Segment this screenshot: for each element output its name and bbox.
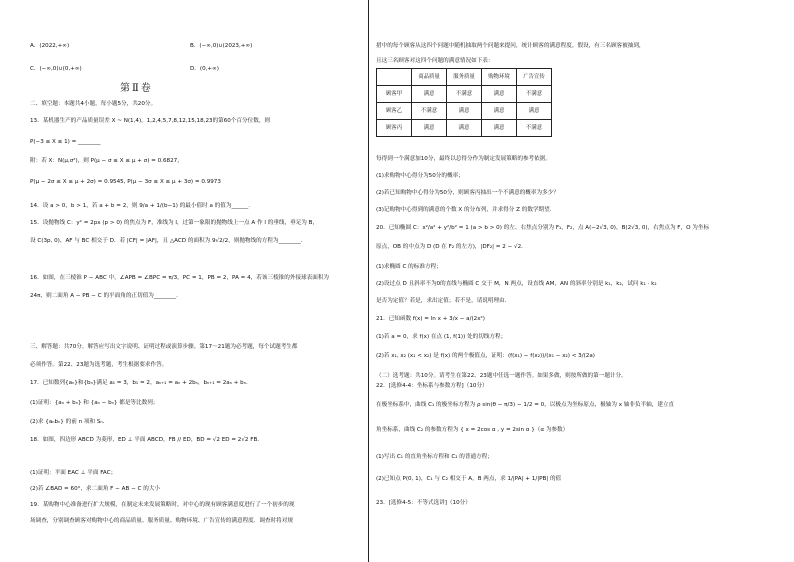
table-cell: 顾客乙 — [377, 103, 412, 120]
table-cell: 顾客甲 — [377, 86, 412, 103]
question-21-part-2: (2)若 x₁, x₂ (x₁ < x₂) 是 f(x) 的两个极值点，证明：(f(x₁) − f(x₂))/(x₁ − x₂) < 3/(2a) — [376, 353, 595, 359]
table-row — [377, 103, 552, 120]
table-cell: 满意 — [482, 120, 517, 137]
table-header-cell: 商品质量 — [412, 69, 447, 86]
question-22-heading: 22．[选修4-4：坐标系与参数方程]（10分） — [376, 383, 488, 389]
table-cell: 满意 — [412, 86, 447, 103]
table-cell: 满意 — [482, 86, 517, 103]
question-19-scoring: 每得到一个满意加10分，最终以总得分作为制定发展策略的参考依据。 — [376, 156, 551, 162]
question-19-part-2: (2)若已知购物中心得分为50分，则顾客丙抽出一个不满意的概率为多少？ — [376, 190, 559, 196]
question-19-part-1: (1)求购物中心得分为50分的概率； — [376, 173, 464, 179]
question-19-part-3: (3)记购物中心得到的满意的个数 X 的分布列，并求得分 Z 的数学期望． — [376, 207, 556, 213]
table-cell: 不满意 — [517, 120, 552, 137]
table-header-row — [377, 69, 552, 86]
table-cell: 不满意 — [412, 103, 447, 120]
table-header-cell: 广告宣传 — [517, 69, 552, 86]
question-20-part-2a: (2)设过点 D 且斜率不为0的直线与椭圆 C 交于 M，N 两点，设直线 AM，AN 的斜率分别是 k₁，k₂，试问 k₁ · k₂ — [376, 281, 657, 287]
table-cell: 满意 — [517, 103, 552, 120]
option-b: B．(−∞,0)∪(2023,+∞) — [190, 43, 253, 49]
question-16-line-1: 16．如图，在三棱锥 P − ABC 中，∠APB = ∠BPC = π/3，PC = 1，PB = 2，PA = 4，若该三棱锥的外接球表面积为 — [30, 275, 330, 281]
question-18: 18．如图，四边形 ABCD 为菱形，ED ⊥ 平面 ABCD，FB // ED，BD = √2 ED = 2√2 FB． — [30, 437, 263, 443]
table-cell: 顾客丙 — [377, 120, 412, 137]
question-18-part-2: (2)若 ∠BAD = 60°，求二面角 F − AB − C 的大小 — [30, 486, 161, 492]
option-a: A．(2022,+∞) — [30, 43, 70, 49]
satisfaction-table — [376, 68, 552, 137]
table-header-cell — [377, 69, 412, 86]
section-3-line-2: 必须作答。第22、23题为选考题，考生根据要求作答。 — [30, 362, 168, 368]
question-22-part-1: (1)写出 C₁ 的直角坐标方程和 C₂ 的普通方程； — [376, 454, 493, 460]
question-22-line-1: 在极坐标系中，曲线 C₁ 的极坐标方程为 ρ sin(θ − π/3) − 1/2 = 0，以极点为坐标原点，极轴为 x 轴非负半轴，建立直 — [376, 402, 675, 408]
question-20-part-2b: 是否为定值？若是，求出定值；若不是，请说明理由． — [376, 298, 511, 304]
table-header-cell: 购物环境 — [482, 69, 517, 86]
column-divider — [368, 0, 369, 562]
question-17-part-2: (2)求 {aₙbₙ} 的前 n 项和 Sₙ． — [30, 419, 109, 425]
question-13-note-1: 附：若 X：N(μ,σ²)，则 P(μ − σ ≤ X ≤ μ + σ) = 0.6827， — [30, 158, 183, 164]
table-cell: 不满意 — [447, 86, 482, 103]
question-16-line-2: 24π，则二面角 A − PB − C 的平面角的正切值为________. — [30, 293, 178, 299]
section-2-heading: 二、填空题：本题共4小题，每小题5分，共20分。 — [30, 101, 157, 107]
table-row — [377, 86, 552, 103]
table-cell: 满意 — [447, 120, 482, 137]
table-row — [377, 120, 552, 137]
question-21: 21．已知函数 f(x) = ln x + 3/x − a/(2x²) — [376, 316, 485, 322]
question-13-blank: P(−3 ≤ X ≤ 1) = ________ — [30, 139, 101, 145]
table-header-cell: 服务质量 — [447, 69, 482, 86]
question-20-line-2: 原点，OB 的中点为 D (D 在 F₂ 的左方)，|DF₂| = 2 − √2． — [376, 244, 527, 250]
question-21-part-1: (1)若 a = 0，求 f(x) 在点 (1, f(1)) 处的切线方程； — [376, 334, 507, 340]
option-c: C．(−∞,0)∪(0,+∞) — [30, 66, 82, 72]
question-20-part-1: (1)求椭圆 C 的标准方程； — [376, 264, 442, 270]
option-d: D．(0,+∞) — [190, 66, 219, 72]
question-13-note-2: P(μ − 2σ ≤ X ≤ μ + 2σ) = 0.9545, P(μ − 3σ ≤ X ≤ μ + 3σ) = 0.9973 — [30, 179, 221, 185]
question-19-line-3: 措中的每个顾客从这四个问题中随机抽取两个问题来提问，统计顾客的满意程度。假设，有三名顾客被抽到， — [376, 43, 645, 49]
question-19-line-4: 且这三名顾客对这四个问题的满意情况如下表： — [376, 58, 494, 64]
selective-questions-note: （二）选考题：共10分。请考生在第22、23题中任选一题作答。如果多做，则按所做的第一题计分。 — [376, 373, 627, 379]
table-cell: 不满意 — [517, 86, 552, 103]
question-22-line-2: 角坐标系，曲线 C₂ 的参数方程为 { x = 2cos α , y = 2sin α }（α 为参数） — [376, 427, 569, 433]
question-23-heading: 23．[选修4-5：不等式选讲]（10分） — [376, 500, 471, 506]
question-19-line-1: 19．某购物中心准备进行扩大规模，在制定未来发展策略时，对中心的现有顾客满意度进行了一个初步的现 — [30, 502, 295, 508]
question-17: 17．已知数列{aₙ}和{bₙ}满足 a₁ = 3，b₁ = 2，aₙ₊₁ = aₙ + 2bₙ，bₙ₊₁ = 2aₙ + bₙ． — [30, 380, 252, 386]
section-3-line-1: 三、解答题：共70分。解答应写出文字说明、证明过程或演算步骤。第17～21题为必考题，每个试题考生都 — [30, 344, 298, 350]
question-18-part-1: (1)证明：平面 EAC ⊥ 平面 FAC； — [30, 470, 117, 476]
question-13: 13．某机器生产的产品质量误差 X ~ N(1,4)，1,2,4,5,7,8,12,15,18,23的第60个百分位数，则 — [30, 118, 271, 124]
table-cell: 满意 — [412, 120, 447, 137]
question-19-line-2: 场调查，分别调查顾客对购物中心的商品质量、服务质量、购物环境、广告宣传的满意程度．调查时将对规 — [30, 518, 293, 524]
part-title: 第Ⅱ卷 — [120, 83, 153, 94]
question-17-part-1: (1)证明：{aₙ + bₙ} 和 {aₙ − bₙ} 都是等比数列； — [30, 400, 159, 406]
table-cell: 满意 — [447, 103, 482, 120]
question-15-line-2: 设 C(3p, 0)，AF 与 BC 相交于 D．若 |CF| = |AF|，且 △ACD 的面积为 9√2/2，则抛物线的方程为________. — [30, 238, 303, 244]
question-14: 14．设 a > 0，b > 1，若 a + b = 2，则 9/a + 1/(b−1) 的最小值时 a 的值为______. — [30, 203, 251, 209]
question-22-part-2: (2)已知点 P(0, 1)，C₁ 与 C₂ 相交于 A，B 两点，求 1/|PA| + 1/|PB| 的值 — [376, 476, 562, 482]
table-cell: 满意 — [482, 103, 517, 120]
question-15-line-1: 15．设抛物线 C：y² = 2px (p > 0) 的焦点为 F，准线为 l，过第一象限的抛物线上一点 A 作 l 的垂线，垂足为 B， — [30, 220, 319, 226]
question-20-line-1: 20．已知椭圆 C：x²/a² + y²/b² = 1 (a > b > 0) 的左、右焦点分别为 F₁，F₂，点 A(−2√3, 0)，B(2√3, 0)，右焦点为 F，O 为坐标 — [376, 225, 710, 231]
